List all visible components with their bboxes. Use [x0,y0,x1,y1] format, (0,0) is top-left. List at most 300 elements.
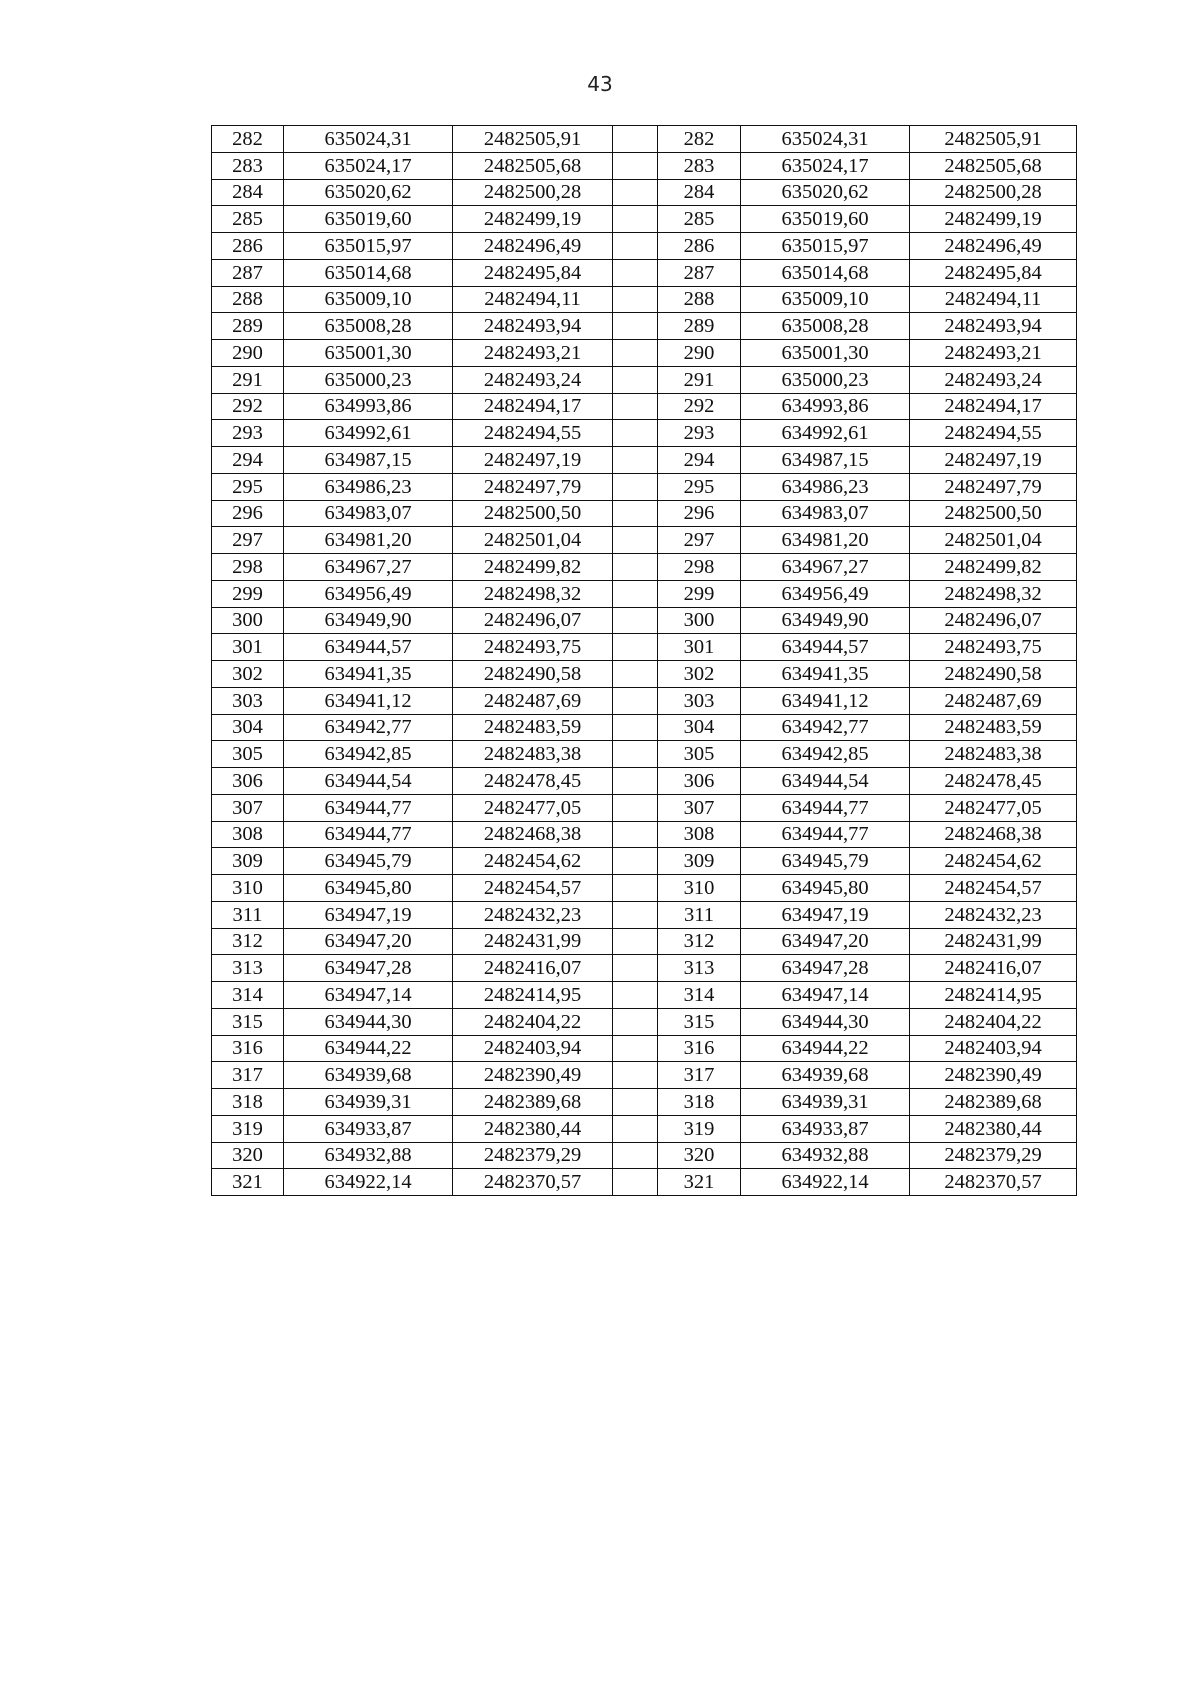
left-x-coordinate-cell: 634945,80 [284,875,453,902]
right-point-number-cell: 308 [658,821,741,848]
left-point-number-cell: 309 [212,848,284,875]
right-point-number-cell: 288 [658,286,741,313]
gap-cell [613,928,658,955]
left-y-coordinate-cell: 2482389,68 [453,1089,613,1116]
table-row [212,580,1077,607]
table-row [212,634,1077,661]
gap-cell [613,714,658,741]
right-point-number-cell: 287 [658,259,741,286]
right-y-coordinate-cell: 2482432,23 [910,901,1077,928]
right-point-number-cell: 302 [658,661,741,688]
gap-cell [613,1115,658,1142]
right-y-coordinate-cell: 2482477,05 [910,794,1077,821]
right-x-coordinate-cell: 634944,30 [741,1008,910,1035]
left-y-coordinate-cell: 2482454,57 [453,875,613,902]
left-x-coordinate-cell: 634941,35 [284,661,453,688]
table-row [212,687,1077,714]
gap-cell [613,152,658,179]
right-x-coordinate-cell: 634945,79 [741,848,910,875]
table-row [212,1115,1077,1142]
left-x-coordinate-cell: 634942,85 [284,741,453,768]
table-row [212,714,1077,741]
right-x-coordinate-cell: 634986,23 [741,473,910,500]
left-y-coordinate-cell: 2482495,84 [453,259,613,286]
gap-cell [613,259,658,286]
right-x-coordinate-cell: 634939,31 [741,1089,910,1116]
right-x-coordinate-cell: 634941,12 [741,687,910,714]
right-y-coordinate-cell: 2482379,29 [910,1142,1077,1169]
left-y-coordinate-cell: 2482494,11 [453,286,613,313]
right-y-coordinate-cell: 2482483,59 [910,714,1077,741]
gap-cell [613,500,658,527]
left-y-coordinate-cell: 2482370,57 [453,1169,613,1196]
left-x-coordinate-cell: 635001,30 [284,340,453,367]
table-row [212,313,1077,340]
right-y-coordinate-cell: 2482404,22 [910,1008,1077,1035]
right-x-coordinate-cell: 634987,15 [741,447,910,474]
left-point-number-cell: 318 [212,1089,284,1116]
left-x-coordinate-cell: 634944,22 [284,1035,453,1062]
left-point-number-cell: 320 [212,1142,284,1169]
right-point-number-cell: 298 [658,554,741,581]
table-row [212,259,1077,286]
right-point-number-cell: 289 [658,313,741,340]
right-x-coordinate-cell: 634983,07 [741,500,910,527]
right-x-coordinate-cell: 634993,86 [741,393,910,420]
left-y-coordinate-cell: 2482493,24 [453,366,613,393]
left-y-coordinate-cell: 2482483,38 [453,741,613,768]
right-y-coordinate-cell: 2482483,38 [910,741,1077,768]
gap-cell [613,179,658,206]
right-y-coordinate-cell: 2482468,38 [910,821,1077,848]
table-row [212,928,1077,955]
left-point-number-cell: 313 [212,955,284,982]
left-point-number-cell: 314 [212,982,284,1009]
left-x-coordinate-cell: 634933,87 [284,1115,453,1142]
right-x-coordinate-cell: 635024,17 [741,152,910,179]
right-y-coordinate-cell: 2482501,04 [910,527,1077,554]
right-point-number-cell: 286 [658,233,741,260]
left-point-number-cell: 284 [212,179,284,206]
gap-cell [613,741,658,768]
right-x-coordinate-cell: 635008,28 [741,313,910,340]
right-y-coordinate-cell: 2482495,84 [910,259,1077,286]
table-row [212,1169,1077,1196]
right-point-number-cell: 310 [658,875,741,902]
left-x-coordinate-cell: 634942,77 [284,714,453,741]
right-point-number-cell: 311 [658,901,741,928]
table-row [212,554,1077,581]
right-point-number-cell: 309 [658,848,741,875]
right-x-coordinate-cell: 634967,27 [741,554,910,581]
left-y-coordinate-cell: 2482390,49 [453,1062,613,1089]
right-point-number-cell: 303 [658,687,741,714]
right-point-number-cell: 315 [658,1008,741,1035]
gap-cell [613,661,658,688]
right-point-number-cell: 304 [658,714,741,741]
left-x-coordinate-cell: 634944,54 [284,768,453,795]
right-point-number-cell: 297 [658,527,741,554]
right-point-number-cell: 290 [658,340,741,367]
gap-cell [613,447,658,474]
left-y-coordinate-cell: 2482499,82 [453,554,613,581]
right-point-number-cell: 317 [658,1062,741,1089]
right-x-coordinate-cell: 634944,22 [741,1035,910,1062]
table-row [212,1062,1077,1089]
left-point-number-cell: 292 [212,393,284,420]
right-y-coordinate-cell: 2482499,19 [910,206,1077,233]
table-row [212,955,1077,982]
right-y-coordinate-cell: 2482389,68 [910,1089,1077,1116]
left-point-number-cell: 294 [212,447,284,474]
table-row [212,420,1077,447]
right-x-coordinate-cell: 634944,77 [741,794,910,821]
left-x-coordinate-cell: 634939,68 [284,1062,453,1089]
gap-cell [613,875,658,902]
right-point-number-cell: 296 [658,500,741,527]
table-row [212,393,1077,420]
table-row [212,768,1077,795]
right-y-coordinate-cell: 2482493,75 [910,634,1077,661]
table-row [212,1089,1077,1116]
left-x-coordinate-cell: 635009,10 [284,286,453,313]
gap-cell [613,366,658,393]
table-row [212,340,1077,367]
gap-cell [613,1062,658,1089]
left-point-number-cell: 291 [212,366,284,393]
left-y-coordinate-cell: 2482500,28 [453,179,613,206]
right-x-coordinate-cell: 635001,30 [741,340,910,367]
left-x-coordinate-cell: 634947,19 [284,901,453,928]
right-x-coordinate-cell: 635014,68 [741,259,910,286]
left-point-number-cell: 297 [212,527,284,554]
table-row [212,206,1077,233]
left-y-coordinate-cell: 2482477,05 [453,794,613,821]
left-y-coordinate-cell: 2482493,21 [453,340,613,367]
right-y-coordinate-cell: 2482493,24 [910,366,1077,393]
left-point-number-cell: 321 [212,1169,284,1196]
left-point-number-cell: 286 [212,233,284,260]
left-x-coordinate-cell: 634947,14 [284,982,453,1009]
right-point-number-cell: 316 [658,1035,741,1062]
right-y-coordinate-cell: 2482498,32 [910,580,1077,607]
right-point-number-cell: 294 [658,447,741,474]
right-x-coordinate-cell: 635015,97 [741,233,910,260]
left-y-coordinate-cell: 2482404,22 [453,1008,613,1035]
left-y-coordinate-cell: 2482379,29 [453,1142,613,1169]
gap-cell [613,527,658,554]
left-point-number-cell: 300 [212,607,284,634]
table-row [212,1008,1077,1035]
right-x-coordinate-cell: 634944,54 [741,768,910,795]
left-x-coordinate-cell: 635024,31 [284,126,453,153]
right-point-number-cell: 301 [658,634,741,661]
right-x-coordinate-cell: 634949,90 [741,607,910,634]
left-x-coordinate-cell: 634949,90 [284,607,453,634]
gap-cell [613,554,658,581]
left-x-coordinate-cell: 634944,77 [284,821,453,848]
table-row [212,901,1077,928]
right-point-number-cell: 312 [658,928,741,955]
table-row [212,1142,1077,1169]
left-point-number-cell: 293 [212,420,284,447]
gap-cell [613,340,658,367]
gap-cell [613,794,658,821]
right-x-coordinate-cell: 634981,20 [741,527,910,554]
left-x-coordinate-cell: 634981,20 [284,527,453,554]
table-row [212,233,1077,260]
gap-cell [613,233,658,260]
left-point-number-cell: 312 [212,928,284,955]
right-y-coordinate-cell: 2482454,57 [910,875,1077,902]
right-point-number-cell: 319 [658,1115,741,1142]
gap-cell [613,1035,658,1062]
coordinates-table-body [212,126,1077,1196]
right-y-coordinate-cell: 2482454,62 [910,848,1077,875]
right-x-coordinate-cell: 634932,88 [741,1142,910,1169]
table-row [212,982,1077,1009]
left-x-coordinate-cell: 634967,27 [284,554,453,581]
left-x-coordinate-cell: 634983,07 [284,500,453,527]
gap-cell [613,901,658,928]
right-y-coordinate-cell: 2482380,44 [910,1115,1077,1142]
left-x-coordinate-cell: 634939,31 [284,1089,453,1116]
gap-cell [613,206,658,233]
right-y-coordinate-cell: 2482487,69 [910,687,1077,714]
gap-cell [613,634,658,661]
right-x-coordinate-cell: 635024,31 [741,126,910,153]
left-x-coordinate-cell: 634932,88 [284,1142,453,1169]
gap-cell [613,420,658,447]
left-x-coordinate-cell: 635015,97 [284,233,453,260]
right-x-coordinate-cell: 634941,35 [741,661,910,688]
left-y-coordinate-cell: 2482499,19 [453,206,613,233]
gap-cell [613,768,658,795]
left-x-coordinate-cell: 634944,30 [284,1008,453,1035]
table-row [212,179,1077,206]
right-y-coordinate-cell: 2482493,94 [910,313,1077,340]
left-point-number-cell: 307 [212,794,284,821]
left-point-number-cell: 295 [212,473,284,500]
left-point-number-cell: 298 [212,554,284,581]
gap-cell [613,1169,658,1196]
right-y-coordinate-cell: 2482500,50 [910,500,1077,527]
left-x-coordinate-cell: 634922,14 [284,1169,453,1196]
right-x-coordinate-cell: 635009,10 [741,286,910,313]
right-x-coordinate-cell: 634947,20 [741,928,910,955]
left-y-coordinate-cell: 2482414,95 [453,982,613,1009]
right-y-coordinate-cell: 2482494,17 [910,393,1077,420]
gap-cell [613,955,658,982]
gap-cell [613,1142,658,1169]
left-point-number-cell: 282 [212,126,284,153]
right-point-number-cell: 284 [658,179,741,206]
right-y-coordinate-cell: 2482390,49 [910,1062,1077,1089]
left-point-number-cell: 319 [212,1115,284,1142]
left-x-coordinate-cell: 634944,57 [284,634,453,661]
right-point-number-cell: 299 [658,580,741,607]
left-x-coordinate-cell: 634993,86 [284,393,453,420]
left-y-coordinate-cell: 2482493,94 [453,313,613,340]
table-row [212,152,1077,179]
left-y-coordinate-cell: 2482478,45 [453,768,613,795]
right-point-number-cell: 295 [658,473,741,500]
left-y-coordinate-cell: 2482432,23 [453,901,613,928]
gap-cell [613,313,658,340]
left-point-number-cell: 283 [212,152,284,179]
right-y-coordinate-cell: 2482496,07 [910,607,1077,634]
right-y-coordinate-cell: 2482505,68 [910,152,1077,179]
right-x-coordinate-cell: 635020,62 [741,179,910,206]
table-row [212,500,1077,527]
table-row [212,447,1077,474]
right-point-number-cell: 321 [658,1169,741,1196]
right-x-coordinate-cell: 634947,19 [741,901,910,928]
left-y-coordinate-cell: 2482494,17 [453,393,613,420]
left-x-coordinate-cell: 635008,28 [284,313,453,340]
page-number: 43 [587,72,613,96]
table-row [212,1035,1077,1062]
gap-cell [613,982,658,1009]
right-y-coordinate-cell: 2482499,82 [910,554,1077,581]
right-point-number-cell: 300 [658,607,741,634]
gap-cell [613,848,658,875]
right-y-coordinate-cell: 2482414,95 [910,982,1077,1009]
left-point-number-cell: 303 [212,687,284,714]
right-point-number-cell: 293 [658,420,741,447]
table-row [212,741,1077,768]
left-y-coordinate-cell: 2482496,49 [453,233,613,260]
left-x-coordinate-cell: 635000,23 [284,366,453,393]
right-y-coordinate-cell: 2482500,28 [910,179,1077,206]
right-x-coordinate-cell: 634947,28 [741,955,910,982]
right-y-coordinate-cell: 2482478,45 [910,768,1077,795]
left-point-number-cell: 296 [212,500,284,527]
left-x-coordinate-cell: 634947,28 [284,955,453,982]
gap-cell [613,687,658,714]
left-y-coordinate-cell: 2482487,69 [453,687,613,714]
left-point-number-cell: 306 [212,768,284,795]
table-row [212,366,1077,393]
left-point-number-cell: 302 [212,661,284,688]
right-x-coordinate-cell: 634947,14 [741,982,910,1009]
right-y-coordinate-cell: 2482416,07 [910,955,1077,982]
left-y-coordinate-cell: 2482505,68 [453,152,613,179]
gap-cell [613,393,658,420]
right-point-number-cell: 282 [658,126,741,153]
left-y-coordinate-cell: 2482501,04 [453,527,613,554]
left-point-number-cell: 310 [212,875,284,902]
table-row [212,607,1077,634]
right-point-number-cell: 314 [658,982,741,1009]
left-x-coordinate-cell: 635019,60 [284,206,453,233]
right-x-coordinate-cell: 634942,77 [741,714,910,741]
right-x-coordinate-cell: 634944,57 [741,634,910,661]
left-y-coordinate-cell: 2482380,44 [453,1115,613,1142]
table-row [212,527,1077,554]
gap-cell [613,1008,658,1035]
gap-cell [613,126,658,153]
left-x-coordinate-cell: 634945,79 [284,848,453,875]
gap-cell [613,580,658,607]
right-point-number-cell: 313 [658,955,741,982]
left-y-coordinate-cell: 2482496,07 [453,607,613,634]
right-x-coordinate-cell: 635019,60 [741,206,910,233]
right-y-coordinate-cell: 2482494,55 [910,420,1077,447]
table-row [212,286,1077,313]
right-y-coordinate-cell: 2482493,21 [910,340,1077,367]
right-x-coordinate-cell: 634922,14 [741,1169,910,1196]
right-point-number-cell: 305 [658,741,741,768]
right-x-coordinate-cell: 634956,49 [741,580,910,607]
left-y-coordinate-cell: 2482505,91 [453,126,613,153]
right-x-coordinate-cell: 634942,85 [741,741,910,768]
left-y-coordinate-cell: 2482498,32 [453,580,613,607]
right-point-number-cell: 283 [658,152,741,179]
right-point-number-cell: 291 [658,366,741,393]
right-x-coordinate-cell: 635000,23 [741,366,910,393]
coordinates-table [211,125,1077,1196]
right-x-coordinate-cell: 634945,80 [741,875,910,902]
left-y-coordinate-cell: 2482468,38 [453,821,613,848]
left-point-number-cell: 299 [212,580,284,607]
left-x-coordinate-cell: 634947,20 [284,928,453,955]
left-point-number-cell: 304 [212,714,284,741]
left-y-coordinate-cell: 2482493,75 [453,634,613,661]
left-x-coordinate-cell: 634986,23 [284,473,453,500]
right-y-coordinate-cell: 2482497,19 [910,447,1077,474]
right-y-coordinate-cell: 2482494,11 [910,286,1077,313]
right-x-coordinate-cell: 634992,61 [741,420,910,447]
left-x-coordinate-cell: 634956,49 [284,580,453,607]
right-point-number-cell: 320 [658,1142,741,1169]
right-point-number-cell: 285 [658,206,741,233]
left-x-coordinate-cell: 635024,17 [284,152,453,179]
left-point-number-cell: 317 [212,1062,284,1089]
left-x-coordinate-cell: 634987,15 [284,447,453,474]
left-point-number-cell: 285 [212,206,284,233]
table-row [212,661,1077,688]
left-y-coordinate-cell: 2482431,99 [453,928,613,955]
right-point-number-cell: 307 [658,794,741,821]
left-point-number-cell: 288 [212,286,284,313]
right-point-number-cell: 292 [658,393,741,420]
right-point-number-cell: 306 [658,768,741,795]
table-row [212,126,1077,153]
left-point-number-cell: 289 [212,313,284,340]
gap-cell [613,286,658,313]
left-point-number-cell: 305 [212,741,284,768]
left-point-number-cell: 316 [212,1035,284,1062]
gap-cell [613,473,658,500]
left-x-coordinate-cell: 634992,61 [284,420,453,447]
left-y-coordinate-cell: 2482490,58 [453,661,613,688]
right-y-coordinate-cell: 2482403,94 [910,1035,1077,1062]
left-point-number-cell: 315 [212,1008,284,1035]
table-row [212,875,1077,902]
left-y-coordinate-cell: 2482497,19 [453,447,613,474]
right-x-coordinate-cell: 634933,87 [741,1115,910,1142]
left-y-coordinate-cell: 2482416,07 [453,955,613,982]
left-y-coordinate-cell: 2482497,79 [453,473,613,500]
left-point-number-cell: 290 [212,340,284,367]
right-x-coordinate-cell: 634939,68 [741,1062,910,1089]
right-x-coordinate-cell: 634944,77 [741,821,910,848]
left-point-number-cell: 301 [212,634,284,661]
left-x-coordinate-cell: 635014,68 [284,259,453,286]
right-y-coordinate-cell: 2482496,49 [910,233,1077,260]
gap-cell [613,821,658,848]
